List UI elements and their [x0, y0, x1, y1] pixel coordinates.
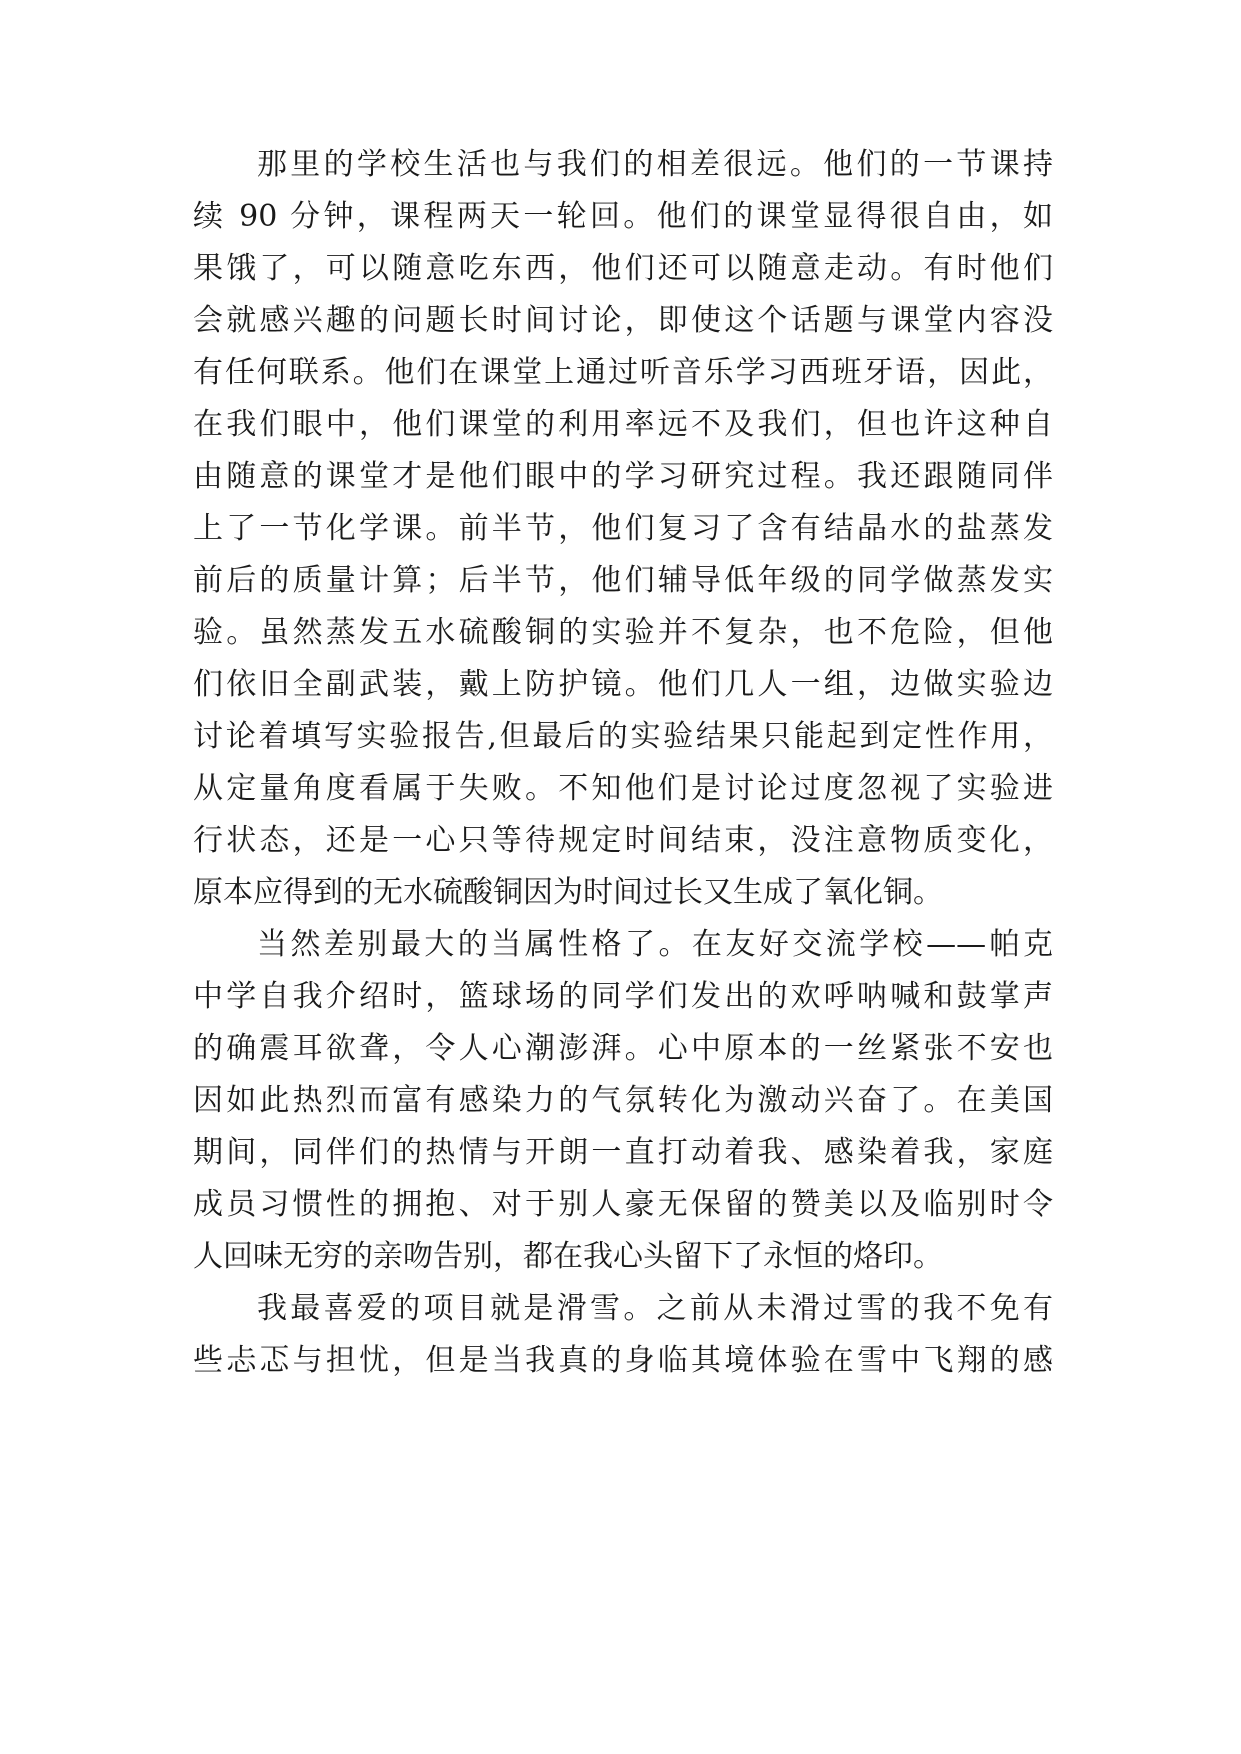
paragraph-1-line-3: 果饿了，可以随意吃东西，他们还可以随意走动。有时他们: [193, 251, 1053, 286]
paragraph-1-line-6: 在我们眼中，他们课堂的利用率远不及我们，但也许这种自: [193, 407, 1053, 442]
paragraph-1-line-4: 会就感兴趣的问题长时间讨论，即使这个话题与课堂内容没: [193, 303, 1053, 338]
paragraph-1-line-5: 有任何联系。他们在课堂上通过听音乐学习西班牙语，因此，: [193, 355, 1053, 390]
paragraph-1-line-9: 前后的质量计算；后半节，他们辅导低年级的同学做蒸发实: [193, 563, 1053, 598]
paragraph-2-line-1: 当然差别最大的当属性格了。在友好交流学校——帕克: [257, 927, 1053, 962]
paragraph-2-line-5: 期间，同伴们的热情与开朗一直打动着我、感染着我，家庭: [193, 1135, 1053, 1170]
paragraph-1-line-7: 由随意的课堂才是他们眼中的学习研究过程。我还跟随同伴: [193, 459, 1053, 494]
paragraph-1-line-10: 验。虽然蒸发五水硫酸铜的实验并不复杂，也不危险，但他: [193, 615, 1053, 650]
paragraph-1-line-13: 从定量角度看属于失败。不知他们是讨论过度忽视了实验进: [193, 771, 1053, 806]
paragraph-2-line-6: 成员习惯性的拥抱、对于别人豪无保留的赞美以及临别时令: [193, 1187, 1053, 1222]
paragraph-1-line-8: 上了一节化学课。前半节，他们复习了含有结晶水的盐蒸发: [193, 511, 1053, 546]
paragraph-2-line-3: 的确震耳欲聋，令人心潮澎湃。心中原本的一丝紧张不安也: [193, 1031, 1053, 1066]
paragraph-3-line-2: 些忐忑与担忧，但是当我真的身临其境体验在雪中飞翔的感: [193, 1343, 1053, 1378]
paragraph-1-line-11: 们依旧全副武装，戴上防护镜。他们几人一组，边做实验边: [193, 667, 1053, 702]
paragraph-3-line-1: 我最喜爱的项目就是滑雪。之前从未滑过雪的我不免有: [257, 1291, 1053, 1326]
paragraph-1-line-12: 讨论着填写实验报告,但最后的实验结果只能起到定性作用，: [193, 719, 1053, 754]
paragraph-2-line-7: 人回味无穷的亲吻告别，都在我心头留下了永恒的烙印。: [193, 1239, 943, 1274]
paragraph-1-line-15: 原本应得到的无水硫酸铜因为时间过长又生成了氧化铜。: [193, 875, 943, 910]
paragraph-2-line-4: 因如此热烈而富有感染力的气氛转化为激动兴奋了。在美国: [193, 1083, 1053, 1118]
paragraph-1-line-1: 那里的学校生活也与我们的相差很远。他们的一节课持: [257, 147, 1053, 182]
paragraph-1-line-2: 续 90 分钟，课程两天一轮回。他们的课堂显得很自由，如: [193, 199, 1053, 234]
paragraph-2-line-2: 中学自我介绍时，篮球场的同学们发出的欢呼呐喊和鼓掌声: [193, 979, 1053, 1014]
paragraph-1-line-14: 行状态，还是一心只等待规定时间结束，没注意物质变化，: [193, 823, 1053, 858]
